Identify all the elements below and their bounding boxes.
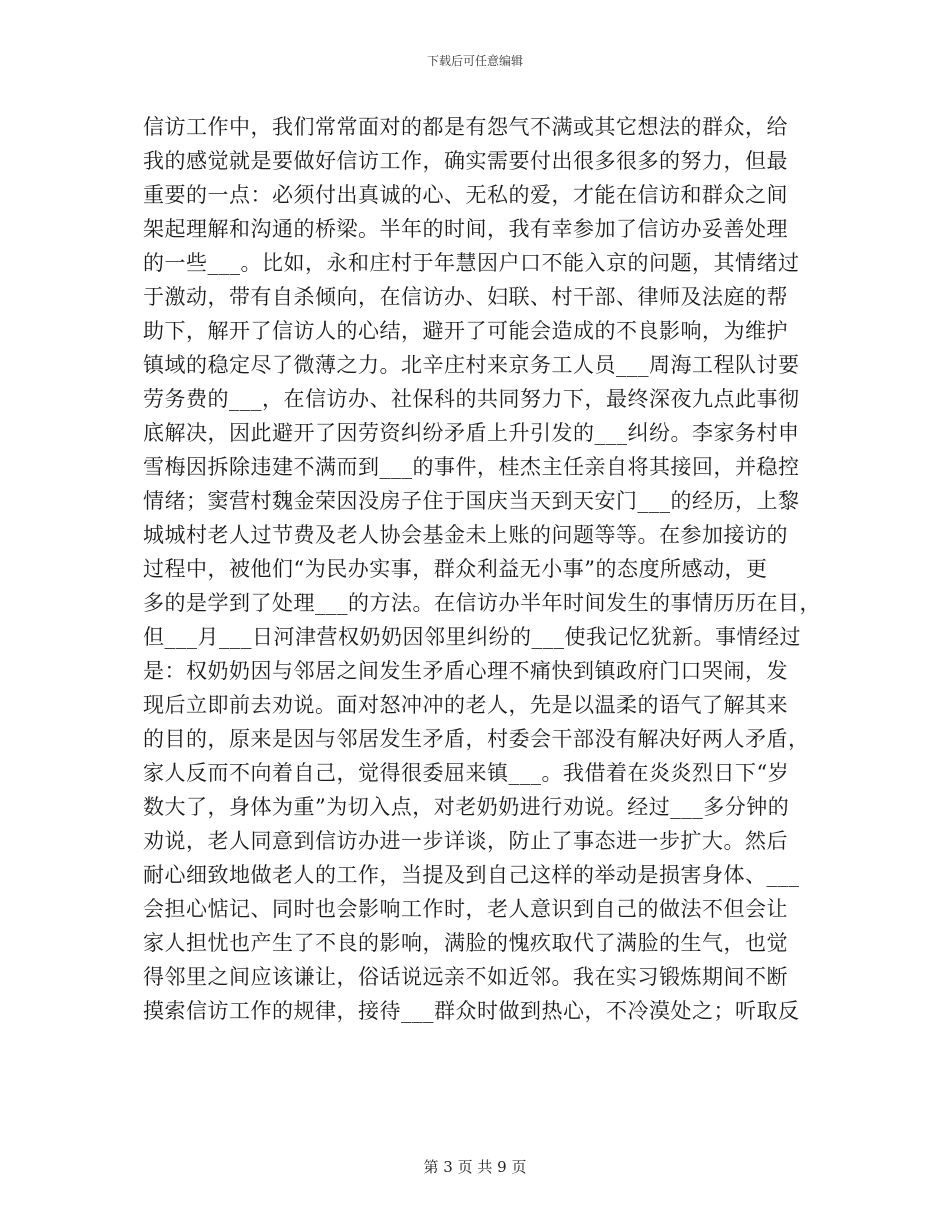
- text-line: 耐心细致地做老人的工作，当提及到自己这样的举动是损害身体、___: [143, 863, 800, 887]
- text-line: 摸索信访工作的规律，接待___群众时做到热心，不冷漠处之；听取反: [143, 999, 800, 1023]
- text-line: 劳务费的___，在信访办、社保科的共同努力下，最终深夜九点此事彻: [143, 387, 800, 411]
- text-line: 多的是学到了处理___的方法。在信访办半年时间发生的事情历历在目，: [143, 591, 821, 615]
- text-line: 数大了，身体为重”为切入点，对老奶奶进行劝说。经过___多分钟的: [143, 795, 790, 819]
- text-line: 助下，解开了信访人的心结，避开了可能会造成的不良影响，为维护: [143, 319, 788, 343]
- text-line: 城城村老人过节费及老人协会基金未上账的问题等等。在参加接访的: [143, 523, 788, 547]
- text-line: 重要的一点：必须付出真诚的心、无私的爱，才能在信访和群众之间: [143, 183, 788, 207]
- text-line: 情绪；窦营村魏金荣因没房子住于国庆当天到天安门___的经历，上黎: [143, 489, 800, 513]
- page-number-footer: 第 3 页 共 9 页: [423, 1158, 527, 1176]
- text-line: 雪梅因拆除违建不满而到___的事件，桂杰主任亲自将其接回，并稳控: [143, 455, 800, 479]
- text-line: 镇域的稳定尽了微薄之力。北辛庄村来京务工人员___周海工程队讨要: [143, 353, 800, 377]
- text-line: 于激动，带有自杀倾向，在信访办、妇联、村干部、律师及法庭的帮: [143, 285, 788, 309]
- text-line: 得邻里之间应该谦让，俗话说远亲不如近邻。我在实习锻炼期间不断: [143, 965, 788, 989]
- text-line: 但___月___日河津营权奶奶因邻里纠纷的___使我记忆犹新。事情经过: [143, 625, 801, 649]
- text-line: 的目的，原来是因与邻居发生矛盾，村委会干部没有解决好两人矛盾，: [143, 727, 810, 751]
- text-line: 劝说，老人同意到信访办进一步详谈，防止了事态进一步扩大。然后: [143, 829, 788, 853]
- text-line: 家人担忧也产生了不良的影响，满脸的愧疚取代了满脸的生气，也觉: [143, 931, 788, 955]
- text-line: 是：权奶奶因与邻居之间发生矛盾心理不痛快到镇政府门口哭闹，发: [143, 659, 788, 683]
- text-line: 会担心惦记、同时也会影响工作时，老人意识到自己的做法不但会让: [143, 897, 788, 921]
- text-line: 现后立即前去劝说。面对怒冲冲的老人，先是以温柔的语气了解其来: [143, 693, 788, 717]
- text-line: 信访工作中，我们常常面对的都是有怨气不满或其它想法的群众，给: [143, 115, 788, 139]
- text-line: 底解决，因此避开了因劳资纠纷矛盾上升引发的___纠纷。李家务村申: [143, 421, 800, 445]
- text-line: 架起理解和沟通的桥梁。半年的时间，我有幸参加了信访办妥善处理: [143, 217, 788, 241]
- page-header: 下载后可任意编辑: [426, 54, 523, 68]
- text-line: 的一些___。比如，永和庄村于年慧因户口不能入京的问题，其情绪过: [143, 251, 800, 275]
- text-line: 我的感觉就是要做好信访工作，确实需要付出很多很多的努力，但最: [143, 149, 788, 173]
- text-line: 过程中，被他们“为民办实事，群众利益无小事”的态度所感动，更: [143, 557, 768, 581]
- body-paragraph: [143, 110, 823, 1028]
- text-line: 家人反而不向着自己，觉得很委屈来镇___。我借着在炎炎烈日下“岁: [143, 761, 790, 785]
